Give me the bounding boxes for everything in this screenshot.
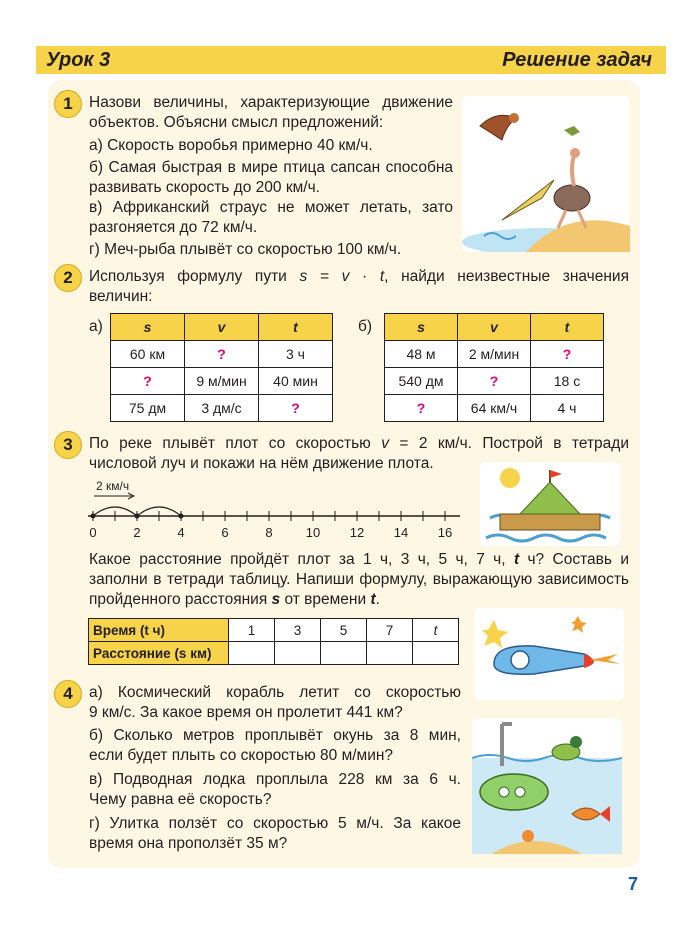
time-cell: 7 — [367, 619, 413, 642]
ray-tick-label: 6 — [221, 525, 229, 540]
task1-item-b-line1: б) Самая быстрая в мире птица сапсан способна — [89, 159, 453, 176]
time-variable: t — [513, 551, 520, 568]
table-cell: 2 м/мин — [458, 341, 531, 368]
task1-item-v-line1: в) Африканский страус не может летать, зато — [89, 199, 453, 216]
task4-item-a-line1: а) Космический корабль летит со скоростью — [89, 684, 461, 701]
task4-item-a-line2: 9 км/с. За какое время он пролетит 441 км? — [89, 704, 403, 721]
task3-line1-pre: По реке плывёт плот со скоростью — [89, 435, 382, 452]
ray-tick-label: 16 — [437, 525, 453, 540]
table-cell: ? — [385, 395, 458, 422]
task3-q-line3-mid: от времени — [280, 591, 371, 608]
table-a-header-row — [111, 314, 333, 341]
task2-text — [89, 267, 629, 307]
table-b-header-row — [385, 314, 604, 341]
page-number: 7 — [627, 874, 638, 894]
task4-item-b — [89, 726, 461, 766]
table-cell: 40 мин — [259, 368, 333, 395]
table-row — [111, 395, 333, 422]
table-cell: ? — [458, 368, 531, 395]
table-b-header-cell: t — [531, 314, 604, 341]
task1-item-b — [89, 158, 453, 198]
task1-item-b-line2: развивать скорость до 200 км/ч. — [89, 179, 320, 196]
table-a-label: а) — [89, 318, 103, 335]
raft-illustration — [480, 462, 620, 546]
task-number-1: 1 — [54, 90, 82, 118]
table-row — [385, 341, 604, 368]
ray-tick-label: 8 — [265, 525, 273, 540]
birds-illustration — [462, 96, 630, 252]
lesson-number: Урок 3 — [46, 49, 111, 71]
table-cell: 3 ч — [259, 341, 333, 368]
table-b-header-cell: v — [458, 314, 531, 341]
task1-intro-line1: Назови величины, характеризующие движение — [89, 94, 453, 111]
table-cell: 18 с — [531, 368, 604, 395]
task3-line1 — [89, 434, 629, 454]
task3-q-line3-pre: пройденного расстояния — [89, 591, 272, 608]
table-b-header-cell: s — [385, 314, 458, 341]
task3-q-line3-end: . — [375, 591, 380, 608]
spaceship-illustration — [474, 608, 624, 700]
path-formula: s = v · t — [299, 268, 385, 285]
distance-cell — [413, 642, 459, 665]
ray-raft-position — [179, 514, 184, 519]
table-a — [110, 313, 333, 422]
table-cell: 64 км/ч — [458, 395, 531, 422]
table-cell: 4 ч — [531, 395, 604, 422]
table-cell: ? — [259, 395, 333, 422]
task1-item-a: а) Скорость воробья примерно 40 км/ч. — [89, 137, 373, 154]
task1-item-v — [89, 198, 453, 238]
task4-item-b-line1: б) Сколько метров проплывёт окунь за 8 мин, — [89, 727, 461, 744]
task4-item-v-line1: в) Подводная лодка проплыла 228 км за 6 ч. — [89, 771, 461, 788]
time-cell: 5 — [321, 619, 367, 642]
table-b-label: б) — [358, 318, 373, 335]
task2-line2: величин: — [89, 288, 153, 305]
table-cell: ? — [111, 368, 185, 395]
table-row — [111, 368, 333, 395]
ray-tick-label: 4 — [177, 525, 185, 540]
task4-item-v — [89, 770, 461, 810]
ray-tick-label: 12 — [349, 525, 365, 540]
task-number-3: 3 — [54, 431, 82, 459]
ray-tick-label: 14 — [393, 525, 409, 540]
table-row — [111, 341, 333, 368]
distance-cell — [275, 642, 321, 665]
time-distance-table — [88, 618, 459, 665]
table-a-header-cell: s — [111, 314, 185, 341]
ray-tick-label: 0 — [89, 525, 97, 540]
task3-q-line3 — [89, 591, 380, 608]
ray-tick-label: 10 — [305, 525, 321, 540]
task4-item-g-line2: время она проползёт 35 м? — [89, 835, 288, 852]
ray-speed-label: 2 км/ч — [96, 479, 130, 493]
distance-row — [89, 642, 459, 665]
task3-line1-post: = 2 км/ч. Построй в тетради — [388, 435, 629, 452]
table-row — [385, 395, 604, 422]
task3-q-line2: заполни в тетради таблицу. Напиши формулу, выражающую зависимость — [89, 571, 629, 588]
task2-line1 — [89, 267, 629, 287]
task4-item-a — [89, 683, 461, 723]
task4-item-g-line1: г) Улитка ползёт со скоростью 5 м/ч. За какое — [89, 815, 461, 832]
table-cell: 9 м/мин — [185, 368, 259, 395]
task4-item-b-line2: если будет плыть со скоростью 80 м/мин? — [89, 747, 394, 764]
lesson-topic: Решение задач — [502, 49, 652, 71]
table-cell: 48 м — [385, 341, 458, 368]
distance-cell — [229, 642, 275, 665]
table-b — [384, 313, 604, 422]
task-number-4: 4 — [54, 680, 82, 708]
table-cell: ? — [185, 341, 259, 368]
task4-item-v-line2: Чему равна её скорость? — [89, 791, 272, 808]
task1-intro-line2: объектов. Объясни смысл предложений: — [89, 114, 384, 131]
number-ray — [88, 478, 468, 548]
table-cell: 540 дм — [385, 368, 458, 395]
ray-raft-position — [135, 514, 140, 519]
task3-line2: числовой луч и покажи на нём движение плота. — [89, 455, 434, 472]
time-cell: 3 — [275, 619, 321, 642]
ray-tick-label: 2 — [133, 525, 141, 540]
task3-q-line1 — [89, 550, 629, 570]
speed-variable: v — [381, 435, 389, 452]
table-cell: ? — [531, 341, 604, 368]
table-cell: 60 км — [111, 341, 185, 368]
table-cell: 3 дм/с — [185, 395, 259, 422]
task4-item-g — [89, 814, 461, 854]
task1-text — [89, 93, 453, 133]
ray-raft-position — [91, 514, 96, 519]
number-ray-svg — [88, 478, 468, 548]
time-row-label: Время (t ч) — [89, 619, 229, 642]
task1-item-v-line2: разгоняется до 72 км/ч. — [89, 219, 258, 236]
lesson-header — [36, 46, 666, 74]
distance-variable: s — [271, 591, 281, 608]
table-cell: 75 дм — [111, 395, 185, 422]
task-number-2: 2 — [54, 264, 82, 292]
table-a-header-cell: t — [259, 314, 333, 341]
task2-line1-post: , найди неизвестные значения — [384, 268, 629, 285]
time-row — [89, 619, 459, 642]
table-a-header-cell: v — [185, 314, 259, 341]
distance-row-label: Расстояние (s км) — [89, 642, 229, 665]
task2-line1-pre: Используя формулу пути — [89, 268, 300, 285]
time-variable-2: t — [370, 591, 376, 608]
task3-q-line1-post: ч? Составь и — [519, 551, 629, 568]
table-row — [385, 368, 604, 395]
distance-cell — [321, 642, 367, 665]
task1-item-g: г) Меч-рыба плывёт со скоростью 100 км/ч. — [89, 241, 402, 258]
task3-q-line1-pre: Какое расстояние пройдёт плот за 1 ч, 3 ч, 5 ч, 7 ч, — [89, 551, 514, 568]
time-cell: 1 — [229, 619, 275, 642]
time-cell: t — [413, 619, 459, 642]
task3-question — [89, 550, 629, 610]
submarine-illustration — [472, 718, 622, 854]
distance-cell — [367, 642, 413, 665]
